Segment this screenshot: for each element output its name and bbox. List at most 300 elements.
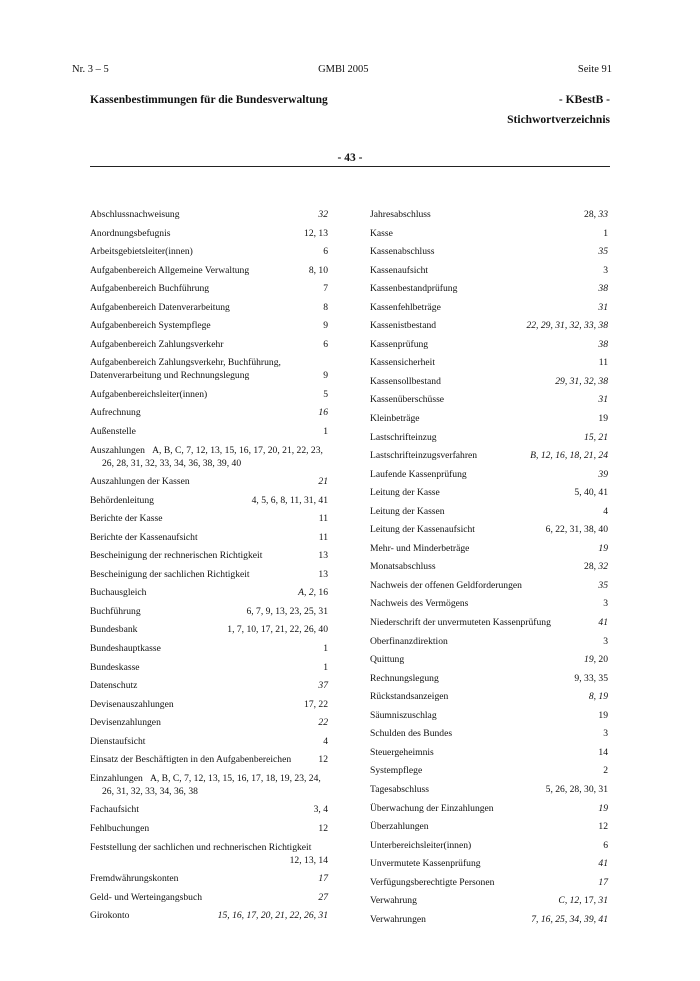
index-term: Überzahlungen xyxy=(370,821,429,833)
index-term: Verwahrung xyxy=(370,895,417,907)
section-title: Stichwortverzeichnis xyxy=(507,114,610,126)
index-term: Säumniszuschlag xyxy=(370,709,437,721)
index-pages xyxy=(323,282,328,295)
page-reference: 16 xyxy=(318,407,328,419)
index-entry xyxy=(90,549,328,562)
index-term: Fachaufsicht xyxy=(90,804,140,816)
page-reference: 37 xyxy=(318,680,328,692)
page-reference: 22, 29, 31, 32, 33, 38 xyxy=(526,320,608,332)
page-reference: 8, 10 xyxy=(308,264,328,276)
page-reference: C xyxy=(558,895,565,907)
index-term: Überwachung der Einzahlungen xyxy=(370,802,494,814)
index-entry xyxy=(90,605,328,618)
index-pages xyxy=(323,245,328,258)
page-reference: 19 xyxy=(598,542,608,554)
index-pages xyxy=(598,468,608,481)
index-pages xyxy=(318,475,328,488)
index-entry xyxy=(90,772,328,798)
index-entry xyxy=(90,208,328,221)
index-entry xyxy=(370,375,608,388)
index-entry xyxy=(370,227,608,240)
index-term: Anordnungsbefugnis xyxy=(90,227,171,239)
index-pages xyxy=(598,282,608,295)
index-term: Aufgabenbereich Allgemeine Verwaltung xyxy=(90,264,250,276)
index-entry xyxy=(370,393,608,406)
page-reference: 6 xyxy=(603,839,608,851)
index-term: Bundeskasse xyxy=(90,661,140,673)
page-reference: , xyxy=(304,587,309,599)
index-entry xyxy=(90,338,328,351)
page-reference: A xyxy=(298,587,305,599)
index-entry xyxy=(370,486,608,499)
page-reference: A, B, C, 7, 12, 13, 15, 16, 17, 20, 21, 22, 23, 26, 28, 31, 32, 33, 34, 36, 38, 39, 40 xyxy=(102,444,323,469)
index-term: Berichte der Kasse xyxy=(90,513,163,525)
page-reference: 5, 26, 28, 30, 31 xyxy=(545,783,608,795)
index-entry xyxy=(90,872,328,885)
issue-number: Nr. 3 – 5 xyxy=(72,64,109,75)
index-pages xyxy=(598,746,608,759)
index-term: Einsatz der Beschäftigten in den Aufgabenbereichen xyxy=(90,754,292,766)
index-term: Auszahlungen A, B, C, 7, 12, 13, 15, 16, 17, 20, 21, 22, 23, 26, 28, 31, 32, 33, 34, 36, 38, 39, 40 xyxy=(90,444,323,469)
index-entry xyxy=(90,679,328,692)
page-reference: 3 xyxy=(603,635,608,647)
index-pages xyxy=(598,857,608,870)
index-entry xyxy=(370,338,608,351)
page-reference: 9 xyxy=(323,370,328,382)
page-reference: 22 xyxy=(318,717,328,729)
index-entry xyxy=(90,301,328,314)
page-reference: 4, 5, 6, 8, 11, 31, 41 xyxy=(251,494,328,506)
index-entry xyxy=(90,822,328,835)
page-reference: 1 xyxy=(323,661,328,673)
page-reference: 41 xyxy=(598,858,608,870)
page-reference: 21 xyxy=(318,476,328,488)
index-entry xyxy=(370,839,608,852)
index-term: Fehlbuchungen xyxy=(90,822,150,834)
page-reference: 33 xyxy=(598,209,608,220)
index-entry xyxy=(90,406,328,419)
page-reference: 4 xyxy=(603,505,608,517)
page-reference: 32 xyxy=(318,209,328,220)
index-term: Feststellung der sachlichen und rechnerischen Richtigkeit xyxy=(90,841,312,853)
index-entry xyxy=(370,468,608,481)
document-code: - KBestB - xyxy=(558,94,610,106)
page-reference: 3, 4 xyxy=(313,804,328,816)
page-reference: 1 xyxy=(323,426,328,438)
index-entry xyxy=(90,245,328,258)
publication-name: GMBl 2005 xyxy=(318,64,369,75)
index-pages xyxy=(603,597,608,610)
document-heading xyxy=(90,94,610,106)
index-term: Buchführung xyxy=(90,605,141,617)
index-term: Kassenüberschüsse xyxy=(370,394,445,406)
index-term: Buchausgleich xyxy=(90,587,147,599)
index-pages xyxy=(218,909,328,922)
index-entry xyxy=(90,475,328,488)
index-term: Steuergeheimnis xyxy=(370,746,434,758)
index-term: Leitung der Kassenaufsicht xyxy=(370,524,475,536)
page-reference: 12, 13, 14 xyxy=(289,854,328,866)
index-term: Außenstelle xyxy=(90,426,136,438)
page-reference: 28, xyxy=(584,209,599,220)
page-number: - 43 - xyxy=(337,152,363,164)
index-entry xyxy=(90,444,328,470)
page-reference: , 17, xyxy=(579,895,599,907)
index-pages xyxy=(304,698,328,711)
page-reference: 13 xyxy=(318,568,328,580)
index-pages xyxy=(598,709,608,722)
index-entry xyxy=(370,709,608,722)
index-entry xyxy=(370,764,608,777)
index-entry xyxy=(370,597,608,610)
index-entry xyxy=(370,653,608,666)
index-term: Abschlussnachweisung xyxy=(90,209,180,220)
index-term: Kassensollbestand xyxy=(370,375,441,387)
page-reference: 31 xyxy=(598,394,608,406)
index-term: Datenschutz xyxy=(90,680,138,692)
index-term: Kassenistbestand xyxy=(370,320,437,332)
page-reference: 17 xyxy=(598,876,608,888)
page-reference: 11 xyxy=(598,357,608,369)
index-entry xyxy=(370,857,608,870)
index-pages xyxy=(598,393,608,406)
page-reference: 5 xyxy=(323,388,328,400)
index-pages xyxy=(323,369,328,382)
index-entry xyxy=(90,623,328,636)
index-pages xyxy=(318,568,328,581)
index-pages xyxy=(526,319,608,332)
index-term: Auszahlungen der Kassen xyxy=(90,476,190,488)
index-entry xyxy=(90,891,328,904)
index-term: Aufgabenbereich Zahlungsverkehr xyxy=(90,338,224,350)
page-reference: 12, 13 xyxy=(304,227,328,239)
index-entry xyxy=(370,876,608,889)
index-pages xyxy=(598,245,608,258)
index-pages xyxy=(598,579,608,592)
index-term: Bescheinigung der rechnerischen Richtigkeit xyxy=(90,550,263,562)
page-reference: 11 xyxy=(318,531,328,543)
index-entry xyxy=(90,264,328,277)
index-pages xyxy=(318,753,328,766)
index-term: Systempflege xyxy=(370,765,423,777)
index-pages xyxy=(598,876,608,889)
index-pages xyxy=(323,735,328,748)
index-entry xyxy=(370,282,608,295)
index-term: Berichte der Kassenaufsicht xyxy=(90,531,198,543)
index-pages xyxy=(598,616,608,629)
page-reference: 6, 7, 9, 13, 23, 25, 31 xyxy=(246,605,328,617)
index-term: Rechnungslegung xyxy=(370,672,439,684)
index-term: Kassenbestandprüfung xyxy=(370,283,458,295)
index-pages xyxy=(589,690,608,703)
document-title: Kassenbestimmungen für die Bundesverwaltung xyxy=(90,94,328,106)
page-reference: , 16 xyxy=(313,587,328,599)
index-entry xyxy=(370,356,608,369)
index-pages xyxy=(558,894,608,907)
index-pages xyxy=(530,449,608,462)
index-pages xyxy=(323,301,328,314)
index-entry xyxy=(90,735,328,748)
page-reference: 5, 40, 41 xyxy=(574,487,608,499)
page-reference: 15, 16, 17, 20, 21, 22, 26, 31 xyxy=(217,910,328,922)
index-term: Fremdwährungskonten xyxy=(90,873,179,885)
index-pages xyxy=(323,661,328,674)
index-entry xyxy=(370,672,608,685)
page-reference: 17 xyxy=(318,873,328,885)
page-reference: 1 xyxy=(603,227,608,239)
index-pages xyxy=(598,542,608,555)
index-pages xyxy=(598,338,608,351)
index-entry xyxy=(90,568,328,581)
page-reference: 27 xyxy=(318,891,328,903)
page-reference: 35 xyxy=(598,579,608,591)
index-pages xyxy=(323,642,328,655)
index-pages xyxy=(318,406,328,419)
index-term: Laufende Kassenprüfung xyxy=(370,468,467,480)
index-pages xyxy=(318,549,328,562)
page-reference: 28, xyxy=(584,561,599,573)
page-reference: 12 xyxy=(598,821,608,833)
index-entry xyxy=(90,319,328,332)
index-pages xyxy=(298,586,328,599)
index-term: Leitung der Kassen xyxy=(370,505,445,517)
index-pages xyxy=(319,531,328,544)
index-term: Devisenauszahlungen xyxy=(90,698,174,710)
index-pages xyxy=(584,653,608,666)
page-reference: , xyxy=(564,895,570,907)
index-entry xyxy=(90,531,328,544)
index-entry xyxy=(370,616,608,629)
index-term: Monatsabschluss xyxy=(370,561,436,573)
index-pages xyxy=(598,802,608,815)
index-entry xyxy=(90,512,328,525)
index-term: Jahresabschluss xyxy=(370,209,431,220)
index-pages xyxy=(546,783,608,796)
page-reference: A, B, C, 7, 12, 13, 15, 16, 17, 18, 19, 23, 24, 26, 31, 32, 33, 34, 36, 38 xyxy=(102,772,321,797)
index-pages xyxy=(318,822,328,835)
index-term: Aufgabenbereich Zahlungsverkehr, Buchführung, Datenverarbeitung und Rechnungslegung xyxy=(90,357,281,382)
page-reference: 12 xyxy=(318,822,328,834)
index-entry xyxy=(90,803,328,816)
index-term: Kassensicherheit xyxy=(370,357,436,369)
page-reference: 19 xyxy=(598,709,608,721)
index-term: Kleinbeträge xyxy=(370,413,420,425)
index-pages xyxy=(574,672,608,685)
running-header xyxy=(72,64,612,75)
page-reference: 38 xyxy=(598,338,608,350)
index-entry xyxy=(370,412,608,425)
index-pages xyxy=(584,208,608,221)
index-pages xyxy=(304,227,328,240)
index-entry xyxy=(370,802,608,815)
index-pages xyxy=(314,803,328,816)
index-entry xyxy=(90,227,328,240)
index-entry xyxy=(90,841,328,867)
index-pages xyxy=(603,227,608,240)
index-term: Bundeshauptkasse xyxy=(90,643,161,655)
page-reference: , 20 xyxy=(593,654,608,666)
index-entry xyxy=(370,690,608,703)
page-reference: 15, 21 xyxy=(584,431,608,443)
index-pages xyxy=(323,425,328,438)
index-entry xyxy=(370,319,608,332)
index-term: Kassenabschluss xyxy=(370,246,435,258)
index-term: Lastschrifteinzug xyxy=(370,431,437,443)
index-pages xyxy=(318,716,328,729)
index-term: Schulden des Bundes xyxy=(370,728,453,740)
index-entry xyxy=(90,388,328,401)
index-entry xyxy=(370,579,608,592)
index-entry xyxy=(370,542,608,555)
index-entry xyxy=(370,431,608,444)
index-entry xyxy=(370,894,608,907)
page-reference: 8, 19 xyxy=(588,691,608,703)
index-entry xyxy=(90,698,328,711)
index-entry xyxy=(90,661,328,674)
page-reference: 3 xyxy=(603,728,608,740)
index-pages xyxy=(102,773,321,797)
index-pages xyxy=(574,486,608,499)
index-entry xyxy=(90,642,328,655)
index-pages xyxy=(319,512,328,525)
index-term: Quittung xyxy=(370,654,405,666)
index-pages xyxy=(102,445,323,469)
page-reference: 41 xyxy=(598,617,608,629)
page-label: Seite 91 xyxy=(577,64,612,75)
index-term: Mehr- und Minderbeträge xyxy=(370,542,470,554)
index-pages xyxy=(246,605,328,618)
page-reference: 17, 22 xyxy=(304,698,328,710)
page-reference: 9 xyxy=(323,320,328,332)
page-reference: 19 xyxy=(598,413,608,425)
index-term: Unterbereichsleiter(innen) xyxy=(370,839,472,851)
page-reference: 39 xyxy=(598,468,608,480)
index-term: Aufgabenbereich Systempflege xyxy=(90,320,211,332)
index-term: Rückstandsanzeigen xyxy=(370,691,449,703)
index-entry xyxy=(370,913,608,926)
page-reference: 7, 16, 25, 34, 39, 41 xyxy=(531,913,608,925)
index-entry xyxy=(90,356,328,382)
index-term: Verfügungsberechtigte Personen xyxy=(370,876,495,888)
index-entry xyxy=(90,909,328,922)
page-reference: 1 xyxy=(323,643,328,655)
index-term: Lastschrifteinzugsverfahren xyxy=(370,450,478,462)
page-reference: 3 xyxy=(603,598,608,610)
index-entry xyxy=(370,635,608,648)
index-term: Nachweis der offenen Geldforderungen xyxy=(370,579,522,591)
index-term: Geld- und Werteingangsbuch xyxy=(90,891,203,903)
page-reference: 12 xyxy=(318,754,328,766)
page-reference: 6, 22, 31, 38, 40 xyxy=(545,524,608,536)
index-entry xyxy=(370,523,608,536)
index-term: Unvermutete Kassenprüfung xyxy=(370,858,481,870)
page-reference: 19 xyxy=(584,654,594,666)
index-term: Devisenzahlungen xyxy=(90,717,161,729)
page-reference: 1, 7, 10, 17, 21, 22, 26, 40 xyxy=(227,624,328,636)
index-pages xyxy=(252,494,328,507)
page-reference: 35 xyxy=(598,246,608,258)
index-term: Girokonto xyxy=(90,910,130,922)
index-pages xyxy=(309,264,328,277)
index-pages xyxy=(603,764,608,777)
page-reference: 9, 33, 35 xyxy=(574,672,608,684)
index-pages xyxy=(598,412,608,425)
page-reference: 12 xyxy=(569,895,580,907)
index-entry xyxy=(90,753,328,766)
index-pages xyxy=(323,319,328,332)
index-pages xyxy=(603,505,608,518)
index-term: Niederschrift der unvermuteten Kassenprüfung xyxy=(370,617,551,629)
index-pages xyxy=(318,208,328,221)
page-reference: 6 xyxy=(323,246,328,258)
index-entry xyxy=(370,783,608,796)
page-reference: 3 xyxy=(603,264,608,276)
page-reference: 38 xyxy=(598,283,608,295)
index-term: Arbeitsgebietsleiter(innen) xyxy=(90,246,193,258)
page-reference: 6 xyxy=(323,338,328,350)
index-term: Verwahrungen xyxy=(370,913,426,925)
page-reference: 31 xyxy=(598,301,608,313)
index-pages xyxy=(598,820,608,833)
index-term: Leitung der Kasse xyxy=(370,487,440,499)
index-term: Einzahlungen A, B, C, 7, 12, 13, 15, 16, 17, 18, 19, 23, 24, 26, 31, 32, 33, 34, 36, 38 xyxy=(90,772,321,797)
index-term: Bundesbank xyxy=(90,624,138,636)
index-term: Behördenleitung xyxy=(90,494,154,506)
index-entry xyxy=(90,586,328,599)
page-reference: 31 xyxy=(598,895,608,907)
index-entry xyxy=(90,494,328,507)
page-reference: 4 xyxy=(323,735,328,747)
page-reference: 19 xyxy=(598,802,608,814)
index-entry xyxy=(370,264,608,277)
index-pages xyxy=(90,854,328,867)
index-term: Oberfinanzdirektion xyxy=(370,635,448,647)
index-pages xyxy=(584,431,608,444)
page-reference: B, 12, 16, 18, 21, 24 xyxy=(530,450,608,462)
index-pages xyxy=(323,388,328,401)
page-reference: 8 xyxy=(323,301,328,313)
index-pages xyxy=(318,872,328,885)
index-entry xyxy=(370,208,608,221)
index-entry xyxy=(370,245,608,258)
index-column-left xyxy=(90,208,328,928)
index-entry xyxy=(370,820,608,833)
index-entry xyxy=(370,746,608,759)
index-term: Kassenfehlbeträge xyxy=(370,301,441,313)
index-pages xyxy=(318,891,328,904)
page-reference: 2 xyxy=(308,587,314,599)
index-pages xyxy=(227,623,328,636)
index-pages xyxy=(555,375,608,388)
index-term: Kassenaufsicht xyxy=(370,264,429,276)
index-pages xyxy=(323,338,328,351)
index-entry xyxy=(370,505,608,518)
index-pages xyxy=(598,301,608,314)
index-pages xyxy=(603,727,608,740)
page-reference: 32 xyxy=(598,561,608,573)
page-reference: 14 xyxy=(598,746,608,758)
index-entry xyxy=(90,282,328,295)
index-pages xyxy=(599,356,608,369)
page-reference: 29, 31, 32, 38 xyxy=(555,375,608,387)
index-pages xyxy=(318,679,328,692)
index-term: Aufgabenbereich Datenverarbeitung xyxy=(90,301,230,313)
index-entry xyxy=(90,716,328,729)
page-reference: 11 xyxy=(318,513,328,525)
index-pages xyxy=(584,560,608,573)
index-pages xyxy=(531,913,608,926)
index-entry xyxy=(370,560,608,573)
